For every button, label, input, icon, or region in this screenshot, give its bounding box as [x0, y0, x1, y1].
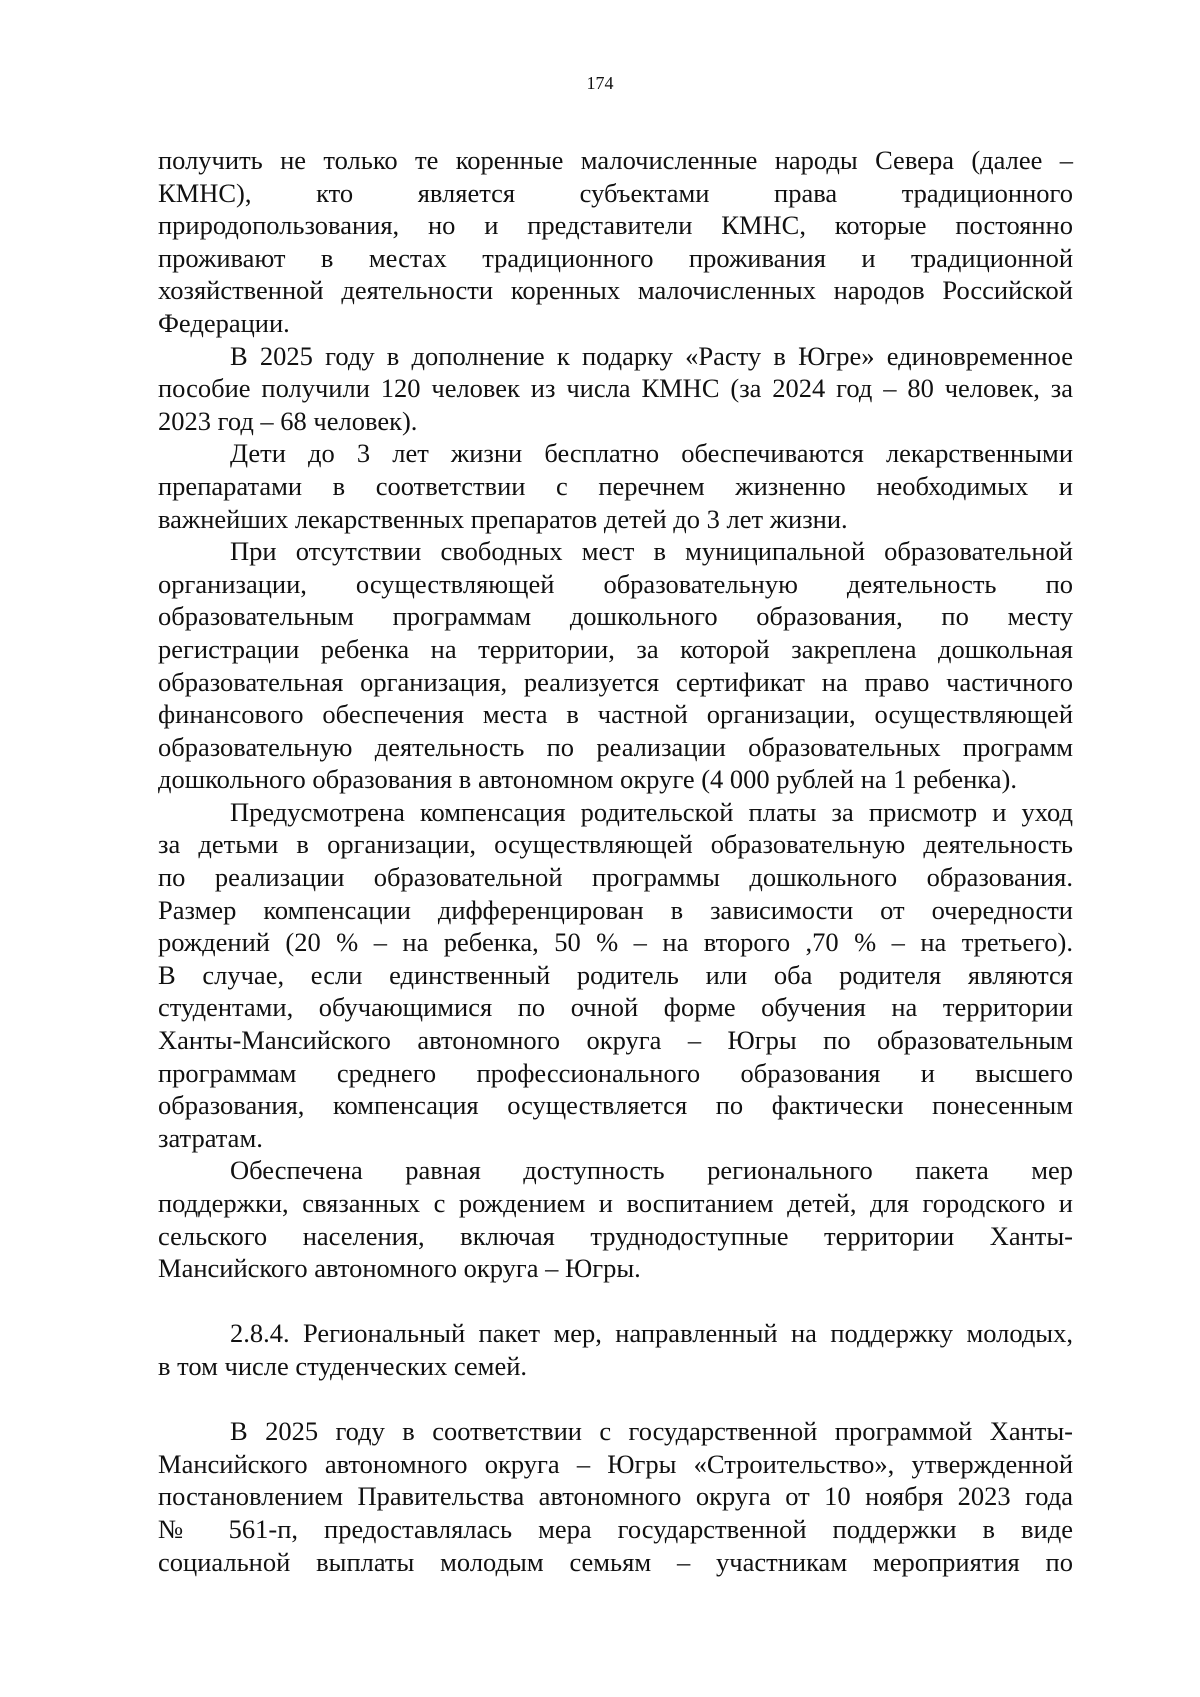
text-line: 2.8.4. Региональный пакет мер, направленный на поддержку молодых, — [230, 1318, 1073, 1349]
text-line: препаратами в соответствии с перечнем жизненно необходимых и — [158, 470, 1073, 501]
text-line: В 2025 году в соответствии с государственной программой Ханты- — [230, 1416, 1073, 1447]
text-line: Ханты-Мансийского автономного округа – Югры по образовательным — [158, 1025, 1073, 1056]
section-heading-2-8-4 — [158, 1317, 1073, 1382]
text-line: программам среднего профессионального образования и высшего — [158, 1057, 1073, 1088]
text-line: образовательным программам дошкольного образования, по месту — [158, 601, 1073, 632]
text-line: затратам. — [158, 1122, 263, 1153]
text-line: пособие получили 120 человек из числа КМНС (за 2024 год – 80 человек, за — [158, 373, 1073, 404]
paragraph-children-medicines — [158, 437, 1073, 535]
text-line: поддержки, связанных с рождением и воспитанием детей, для городского и — [158, 1188, 1073, 1218]
text-line: В 2025 году в дополнение к подарку «Расту в Югре» единовременное — [230, 340, 1073, 371]
text-line: образовательная организация, реализуется сертификат на право частичного — [158, 666, 1073, 697]
text-line: № 561-п, предоставлялась мера государственной поддержки в виде — [158, 1513, 1073, 1544]
text-line: социальной выплаты молодым семьям – участникам мероприятия по — [158, 1546, 1073, 1577]
paragraph-parental-fee-compensation — [158, 796, 1073, 1155]
paragraph-equal-access — [158, 1154, 1073, 1284]
text-line: рождений (20 % – на ребенка, 50 % – на второго ,70 % – на третьего). — [158, 927, 1073, 958]
text-line: важнейших лекарственных препаратов детей до 3 лет жизни. — [158, 503, 848, 534]
text-line: в том числе студенческих семей. — [158, 1350, 528, 1381]
text-line: При отсутствии свободных мест в муниципальной образовательной — [230, 536, 1073, 567]
text-line: дошкольного образования в автономном округе (4 000 рублей на 1 ребенка). — [158, 764, 1017, 795]
text-line: 2023 год – 68 человек). — [158, 405, 418, 436]
text-line: сельского населения, включая труднодоступные территории Ханты- — [158, 1220, 1073, 1251]
text-line: Обеспечена равная доступность регионального пакета мер — [230, 1155, 1073, 1186]
paragraph-2025-allowance — [158, 340, 1073, 438]
paragraph-preschool-certificate — [158, 535, 1073, 796]
document-body — [158, 144, 1073, 1578]
text-line: Дети до 3 лет жизни бесплатно обеспечиваются лекарственными — [230, 438, 1073, 469]
paragraph-construction-program — [158, 1415, 1073, 1578]
text-line: КМНС), кто является субъектами права традиционного — [158, 177, 1073, 208]
paragraph-kmns-recipients — [158, 144, 1073, 340]
text-line: организации, осуществляющей образовательную деятельность по — [158, 568, 1073, 599]
paragraph-gap — [158, 1285, 1073, 1318]
text-line: образовательную деятельность по реализации образовательных программ — [158, 731, 1073, 762]
text-line: Размер компенсации дифференцирован в зависимости от очередности — [158, 894, 1073, 925]
text-line: регистрации ребенка на территории, за которой закреплена дошкольная — [158, 633, 1073, 664]
text-line: хозяйственной деятельности коренных малочисленных народов Российской — [158, 275, 1073, 306]
text-line: финансового обеспечения места в частной организации, осуществляющей — [158, 699, 1073, 730]
paragraph-gap — [158, 1383, 1073, 1416]
text-line: постановлением Правительства автономного округа от 10 ноября 2023 года — [158, 1481, 1073, 1512]
text-line: Мансийского автономного округа – Югры. — [158, 1253, 641, 1284]
page-number: 174 — [586, 73, 614, 93]
text-line: по реализации образовательной программы дошкольного образования. — [158, 862, 1073, 893]
text-line: природопользования, но и представители КМНС, которые постоянно — [158, 210, 1073, 241]
text-line: Мансийского автономного округа – Югры «Строительство», утвержденной — [158, 1448, 1073, 1479]
text-line: В случае, если единственный родитель или оба родителя являются — [158, 959, 1073, 990]
text-line: образования, компенсация осуществляется по фактически понесенным — [158, 1090, 1073, 1121]
text-line: за детьми в организации, осуществляющей образовательную деятельность — [158, 829, 1073, 860]
text-line: получить не только те коренные малочисленные народы Севера (далее – — [158, 145, 1073, 175]
text-line: проживают в местах традиционного проживания и традиционной — [158, 242, 1073, 273]
text-line: Предусмотрена компенсация родительской платы за присмотр и уход — [230, 796, 1073, 827]
text-line: Федерации. — [158, 307, 290, 338]
text-line: студентами, обучающимися по очной форме обучения на территории — [158, 992, 1073, 1023]
